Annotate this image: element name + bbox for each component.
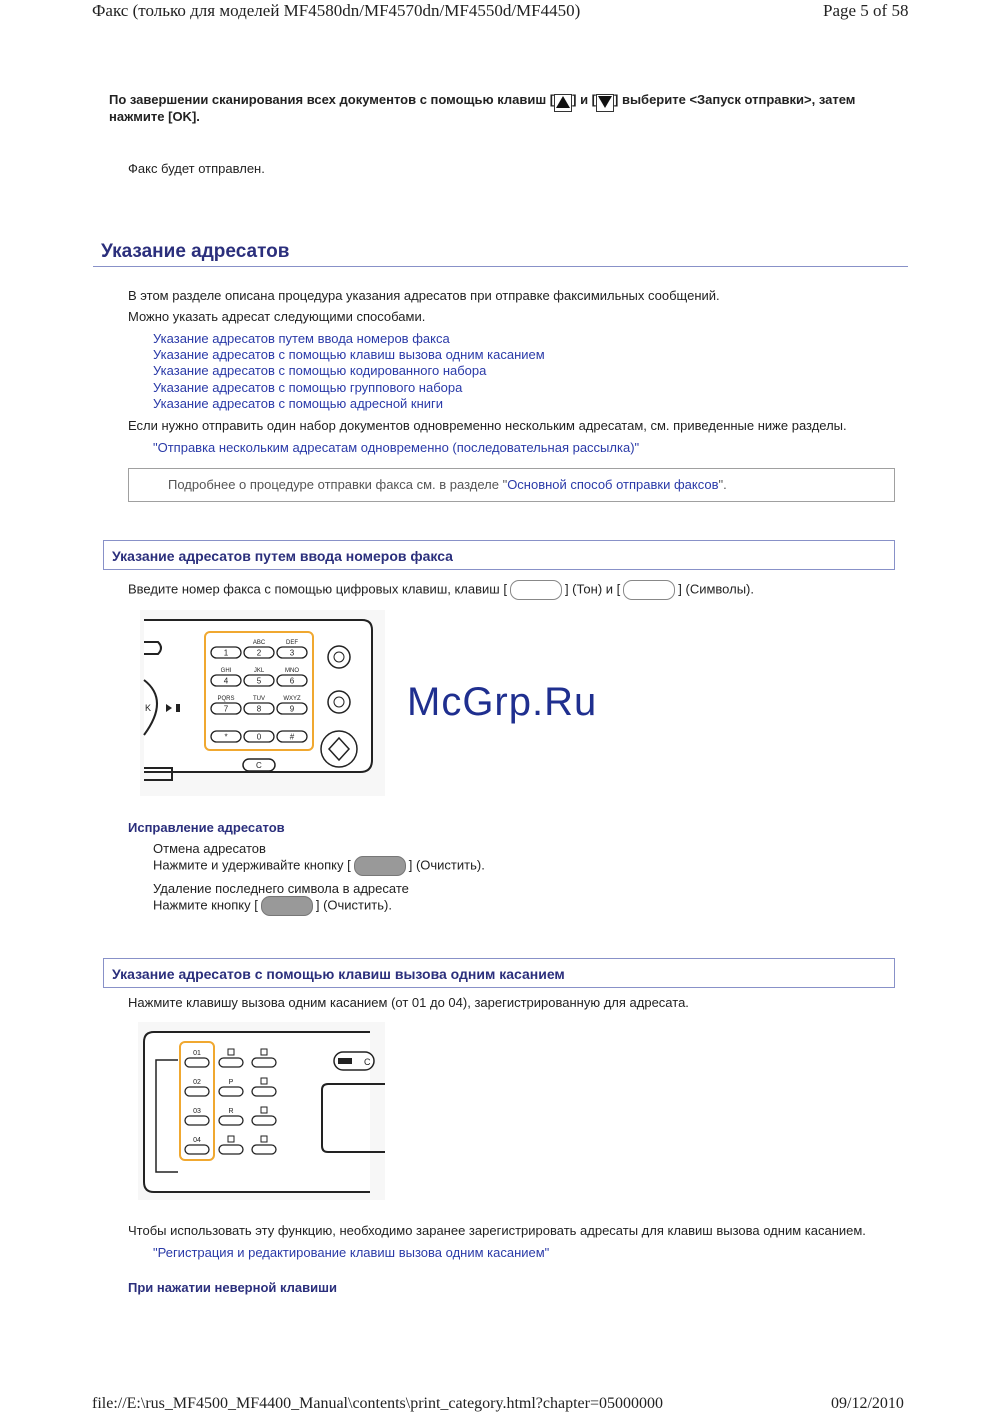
panel-c-label: C: [364, 1057, 371, 1067]
keypad-key-label: *: [224, 732, 228, 742]
left-label: K: [145, 703, 152, 713]
section-intro-1: В этом разделе описана процедура указания адресатов при отправке факсимильных сообщений.: [128, 288, 720, 303]
symbols-key-icon: [623, 580, 675, 600]
fax-number-text-3: ] (Символы).: [678, 581, 754, 597]
tone-key-icon: [510, 580, 562, 600]
one-touch-key-shape: [185, 1116, 209, 1125]
function-key-shape: [252, 1145, 276, 1154]
up-arrow-icon: [554, 94, 572, 112]
cancel-text-1: Нажмите и удерживайте кнопку [: [153, 857, 351, 873]
function-key-shape: [219, 1058, 243, 1067]
function-key-label: R: [228, 1108, 234, 1115]
delete-text-1: Нажмите кнопку [: [153, 897, 258, 913]
keypad-key-letters: WXYZ: [283, 696, 301, 702]
link-fax-numbers[interactable]: Указание адресатов путем ввода номеров факса: [153, 331, 450, 346]
step-result: Факс будет отправлен.: [128, 161, 265, 176]
function-key-shape: [252, 1087, 276, 1096]
link-register-one-touch[interactable]: "Регистрация и редактирование клавиш вызова одним касанием": [153, 1245, 550, 1260]
delete-text-2: ] (Очистить).: [315, 897, 392, 913]
keypad-key-letters: GHI: [220, 668, 232, 674]
section-intro-2: Можно указать адресат следующими способами.: [128, 309, 426, 324]
subsection-one-touch-header: [103, 958, 895, 988]
function-key-shape: [219, 1116, 243, 1125]
keypad-key-letters: ABC: [252, 640, 266, 646]
keypad-key-label: 1: [223, 648, 229, 658]
register-text: Чтобы использовать эту функцию, необходимо заранее зарегистрировать адресаты для клавиш вызова одним касанием.: [128, 1223, 866, 1238]
keypad-key-letters: JKL: [253, 668, 265, 674]
link-group-dial[interactable]: Указание адресатов с помощью группового набора: [153, 380, 463, 395]
step-text-1: По завершении сканирования всех документов с помощью клавиш [: [109, 92, 555, 107]
link-basic-fax-sending[interactable]: Основной способ отправки факсов: [507, 477, 719, 492]
browser-print-title: Факс (только для моделей MF4580dn/MF4570dn/MF4550d/MF4450): [92, 1, 581, 20]
keypad-key-label: #: [289, 732, 295, 742]
print-date: 09/12/2010: [831, 1395, 904, 1412]
cancel-title: Отмена адресатов: [153, 841, 266, 856]
page-number: Page 5 of 58: [823, 1, 909, 20]
step-instruction: [109, 92, 855, 112]
step-instruction-line2: нажмите [OK].: [109, 109, 200, 124]
keypad-key-letters: TUV: [253, 696, 265, 702]
file-path: file://E:\rus_MF4500_MF4400_Manual\contents\print_category.html?chapter=05000000: [92, 1395, 664, 1412]
watermark: McGrp.Ru: [407, 680, 598, 724]
subsection-fax-numbers-title: Указание адресатов путем ввода номеров факса: [112, 548, 453, 564]
link-address-book[interactable]: Указание адресатов с помощью адресной книги: [153, 396, 444, 411]
note-box: [128, 468, 895, 502]
step-text-2: ] и [: [572, 92, 597, 107]
note-text: [168, 477, 727, 492]
step-text-3: ] выберите <Запуск отправки>, затем: [614, 92, 856, 107]
clear-key-icon: [354, 856, 406, 876]
keypad-key-label: 5: [256, 676, 262, 686]
function-key-shape: [219, 1145, 243, 1154]
clear-key-label: C: [256, 761, 262, 770]
keypad-key-label: 8: [256, 704, 262, 714]
down-arrow-icon: [596, 94, 614, 112]
keypad-key-label: 6: [289, 676, 295, 686]
link-coded-dial[interactable]: Указание адресатов с помощью кодированного набора: [153, 363, 487, 378]
keypad-key-label: 2: [256, 648, 262, 658]
note-text-after: ".: [718, 477, 727, 492]
link-sequential-broadcast[interactable]: "Отправка нескольким адресатам одновременно (последовательная рассылка)": [153, 440, 640, 455]
one-touch-key-label: 03: [193, 1108, 201, 1115]
keypad-key-label: 0: [256, 732, 262, 742]
cancel-text-2: ] (Очистить).: [408, 857, 485, 873]
keypad-key-letters: PQRS: [217, 696, 235, 702]
one-touch-key-label: 04: [193, 1137, 201, 1144]
function-key-shape: [252, 1116, 276, 1125]
one-touch-key-shape: [185, 1087, 209, 1096]
subsection-one-touch-title: Указание адресатов с помощью клавиш вызова одним касанием: [112, 966, 565, 982]
fax-number-text-1: Введите номер факса с помощью цифровых клавиш, клавиш [: [128, 581, 507, 597]
fax-number-text-2: ] (Тон) и [: [564, 581, 621, 597]
function-key-label: P: [228, 1079, 234, 1086]
one-touch-key-label: 02: [193, 1079, 201, 1086]
clear-key-icon: [261, 896, 313, 916]
one-touch-key-shape: [185, 1058, 209, 1067]
section-title-rule: [93, 266, 908, 267]
subsection-fax-numbers-header: [103, 540, 895, 570]
one-touch-key-shape: [185, 1145, 209, 1154]
one-touch-instruction: Нажмите клавишу вызова одним касанием (от 01 до 04), зарегистрированную для адресата.: [128, 995, 689, 1010]
section-title: Указание адресатов: [101, 241, 290, 262]
cancel-instruction: [153, 856, 485, 876]
keypad-key-label: 9: [289, 704, 295, 714]
keypad-key-letters: DEF: [286, 640, 298, 646]
numeric-keypad-illustration: [140, 610, 385, 796]
link-one-touch[interactable]: Указание адресатов с помощью клавиш вызова одним касанием: [153, 347, 545, 362]
delete-instruction: [153, 896, 392, 916]
correction-title: Исправление адресатов: [128, 820, 285, 835]
note-text-before: Подробнее о процедуре отправки факса см. в разделе ": [168, 477, 508, 492]
keypad-key-label: 4: [223, 676, 229, 686]
delete-title: Удаление последнего символа в адресате: [153, 881, 409, 896]
keypad-key-label: 7: [223, 704, 229, 714]
one-touch-keys-illustration: [138, 1022, 385, 1200]
wrong-key-title: При нажатии неверной клавиши: [128, 1280, 337, 1295]
function-key-shape: [252, 1058, 276, 1067]
keypad-key-letters: MNO: [285, 668, 299, 674]
multi-destination-text: Если нужно отправить один набор документов одновременно нескольким адресатам, см. приведенные ниже разделы.: [128, 418, 847, 433]
fax-number-instruction: [128, 580, 754, 600]
one-touch-key-label: 01: [193, 1050, 201, 1057]
keypad-key-label: 3: [289, 648, 295, 658]
function-key-shape: [219, 1087, 243, 1096]
